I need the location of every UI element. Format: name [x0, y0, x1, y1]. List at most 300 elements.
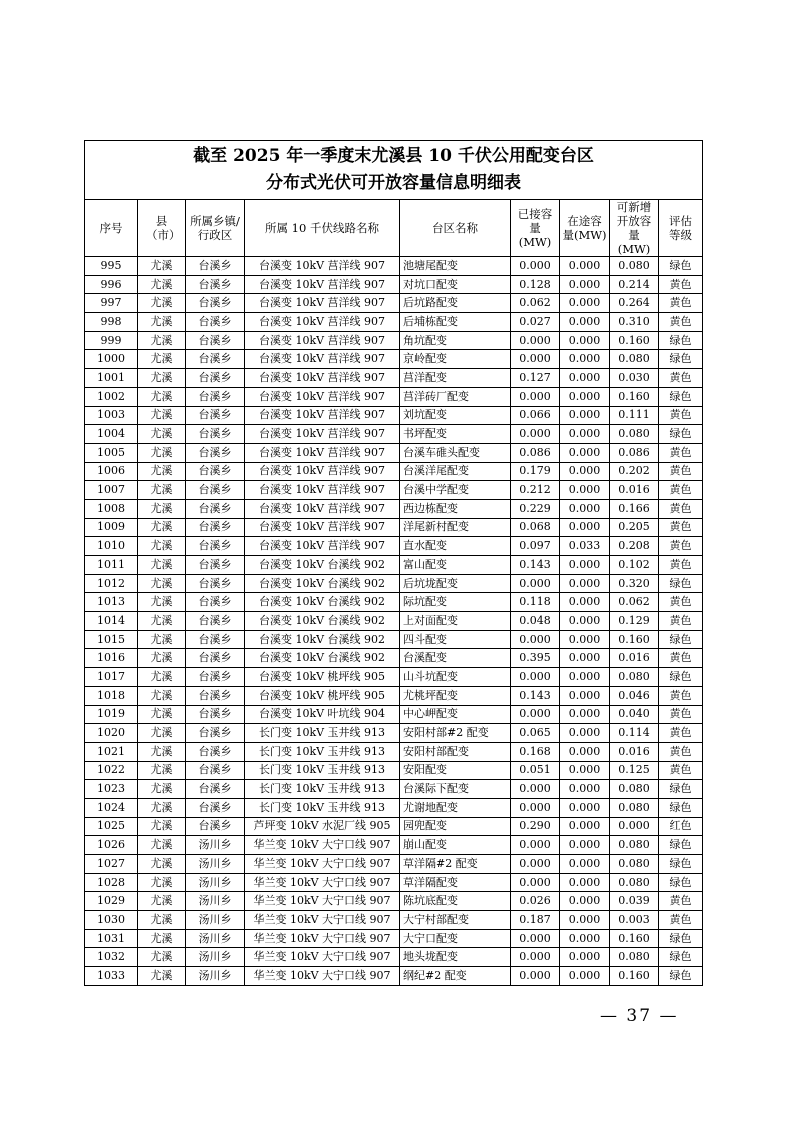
cell-rating: 黄色: [659, 369, 703, 388]
cell-line: 台溪变 10kV 莒洋线 907: [245, 443, 400, 462]
cell-township: 汤川乡: [186, 948, 245, 967]
table-row: [85, 294, 703, 313]
cell-area: 大宁村部配变: [400, 911, 511, 930]
cell-line: 台溪变 10kV 桃坪线 905: [245, 668, 400, 687]
header-available-text: 可新增开放容量(MW): [616, 200, 652, 256]
cell-rating: 绿色: [659, 574, 703, 593]
cell-line: 华兰变 10kV 大宁口线 907: [245, 929, 400, 948]
cell-area: 刘坑配变: [400, 406, 511, 425]
cell-available: 0.040: [610, 705, 659, 724]
table-row: [85, 686, 703, 705]
table-row: [85, 967, 703, 986]
header-seq-text: 序号: [99, 221, 123, 235]
table-row: [85, 313, 703, 332]
cell-county: 尤溪: [138, 313, 186, 332]
cell-seq: 1022: [85, 761, 138, 780]
cell-rating: 绿色: [659, 798, 703, 817]
table-row: [85, 761, 703, 780]
cell-line: 台溪变 10kV 莒洋线 907: [245, 406, 400, 425]
header-area-name: [400, 200, 511, 257]
cell-seq: 1004: [85, 425, 138, 444]
cell-seq: 1019: [85, 705, 138, 724]
cell-county: 尤溪: [138, 443, 186, 462]
cell-county: 尤溪: [138, 462, 186, 481]
cell-line: 台溪变 10kV 台溪线 902: [245, 574, 400, 593]
cell-county: 尤溪: [138, 593, 186, 612]
cell-township: 台溪乡: [186, 686, 245, 705]
cell-county: 尤溪: [138, 556, 186, 575]
cell-rating: 绿色: [659, 387, 703, 406]
cell-seq: 996: [85, 275, 138, 294]
cell-connected: 0.000: [511, 873, 560, 892]
cell-township: 台溪乡: [186, 425, 245, 444]
cell-connected: 0.118: [511, 593, 560, 612]
cell-available: 0.205: [610, 518, 659, 537]
table-row: [85, 425, 703, 444]
cell-in-transit: 0.000: [560, 593, 610, 612]
cell-line: 台溪变 10kV 莒洋线 907: [245, 481, 400, 500]
cell-township: 台溪乡: [186, 612, 245, 631]
table-row: [85, 948, 703, 967]
cell-area: 上对面配变: [400, 612, 511, 631]
cell-in-transit: 0.000: [560, 967, 610, 986]
cell-available: 0.080: [610, 257, 659, 276]
cell-connected: 0.179: [511, 462, 560, 481]
header-available: [610, 200, 659, 257]
cell-seq: 1015: [85, 630, 138, 649]
cell-available: 0.111: [610, 406, 659, 425]
cell-rating: 黄色: [659, 443, 703, 462]
cell-in-transit: 0.000: [560, 331, 610, 350]
cell-area: 书坪配变: [400, 425, 511, 444]
cell-township: 汤川乡: [186, 855, 245, 874]
table-row: [85, 724, 703, 743]
cell-township: 台溪乡: [186, 761, 245, 780]
cell-in-transit: 0.000: [560, 425, 610, 444]
cell-township: 汤川乡: [186, 967, 245, 986]
cell-county: 尤溪: [138, 724, 186, 743]
cell-rating: 黄色: [659, 556, 703, 575]
cell-county: 尤溪: [138, 798, 186, 817]
cell-in-transit: 0.000: [560, 929, 610, 948]
cell-county: 尤溪: [138, 873, 186, 892]
cell-line: 华兰变 10kV 大宁口线 907: [245, 836, 400, 855]
cell-township: 台溪乡: [186, 350, 245, 369]
cell-in-transit: 0.000: [560, 705, 610, 724]
cell-seq: 997: [85, 294, 138, 313]
table-row: [85, 406, 703, 425]
cell-rating: 绿色: [659, 967, 703, 986]
cell-in-transit: 0.000: [560, 855, 610, 874]
cell-area: 直水配变: [400, 537, 511, 556]
table-row: [85, 873, 703, 892]
cell-county: 尤溪: [138, 387, 186, 406]
cell-connected: 0.143: [511, 556, 560, 575]
cell-in-transit: 0.000: [560, 387, 610, 406]
cell-connected: 0.026: [511, 892, 560, 911]
cell-in-transit: 0.000: [560, 612, 610, 631]
cell-connected: 0.000: [511, 836, 560, 855]
cell-line: 台溪变 10kV 莒洋线 907: [245, 257, 400, 276]
cell-line: 华兰变 10kV 大宁口线 907: [245, 948, 400, 967]
cell-connected: 0.000: [511, 331, 560, 350]
cell-connected: 0.143: [511, 686, 560, 705]
cell-in-transit: 0.000: [560, 481, 610, 500]
cell-county: 尤溪: [138, 817, 186, 836]
cell-connected: 0.290: [511, 817, 560, 836]
cell-county: 尤溪: [138, 705, 186, 724]
cell-line: 台溪变 10kV 莒洋线 907: [245, 350, 400, 369]
cell-available: 0.214: [610, 275, 659, 294]
cell-connected: 0.000: [511, 798, 560, 817]
cell-township: 台溪乡: [186, 481, 245, 500]
table-row: [85, 593, 703, 612]
cell-township: 台溪乡: [186, 780, 245, 799]
cell-rating: 绿色: [659, 836, 703, 855]
cell-rating: 绿色: [659, 331, 703, 350]
cell-line: 台溪变 10kV 台溪线 902: [245, 649, 400, 668]
cell-in-transit: 0.000: [560, 443, 610, 462]
cell-seq: 1021: [85, 742, 138, 761]
cell-county: 尤溪: [138, 499, 186, 518]
cell-available: 0.129: [610, 612, 659, 631]
table-row: [85, 556, 703, 575]
cell-connected: 0.000: [511, 350, 560, 369]
table-row: [85, 443, 703, 462]
table-row: [85, 331, 703, 350]
cell-township: 台溪乡: [186, 313, 245, 332]
cell-area: 安阳配变: [400, 761, 511, 780]
cell-seq: 1008: [85, 499, 138, 518]
table-row: [85, 836, 703, 855]
cell-in-transit: 0.000: [560, 313, 610, 332]
cell-county: 尤溪: [138, 481, 186, 500]
cell-seq: 1027: [85, 855, 138, 874]
cell-area: 园兜配变: [400, 817, 511, 836]
cell-connected: 0.066: [511, 406, 560, 425]
cell-seq: 1016: [85, 649, 138, 668]
cell-seq: 1020: [85, 724, 138, 743]
cell-line: 台溪变 10kV 桃坪线 905: [245, 686, 400, 705]
cell-county: 尤溪: [138, 911, 186, 930]
cell-in-transit: 0.000: [560, 294, 610, 313]
cell-in-transit: 0.000: [560, 630, 610, 649]
cell-rating: 黄色: [659, 761, 703, 780]
cell-seq: 1013: [85, 593, 138, 612]
cell-area: 富山配变: [400, 556, 511, 575]
header-township-text: 所属乡镇/行政区: [190, 214, 240, 242]
cell-connected: 0.229: [511, 499, 560, 518]
cell-connected: 0.065: [511, 724, 560, 743]
cell-area: 地头垅配变: [400, 948, 511, 967]
cell-seq: 1010: [85, 537, 138, 556]
table-row: [85, 499, 703, 518]
cell-seq: 1033: [85, 967, 138, 986]
table-row: [85, 798, 703, 817]
header-connected-text: 已接容量(MW): [517, 207, 553, 249]
table-row: [85, 630, 703, 649]
cell-county: 尤溪: [138, 929, 186, 948]
cell-area: 尤桃坪配变: [400, 686, 511, 705]
cell-connected: 0.127: [511, 369, 560, 388]
table-row: [85, 705, 703, 724]
cell-line: 华兰变 10kV 大宁口线 907: [245, 892, 400, 911]
cell-county: 尤溪: [138, 537, 186, 556]
cell-in-transit: 0.000: [560, 406, 610, 425]
cell-rating: 绿色: [659, 425, 703, 444]
cell-line: 台溪变 10kV 莒洋线 907: [245, 499, 400, 518]
cell-county: 尤溪: [138, 761, 186, 780]
cell-available: 0.160: [610, 967, 659, 986]
cell-connected: 0.168: [511, 742, 560, 761]
cell-seq: 995: [85, 257, 138, 276]
cell-available: 0.080: [610, 873, 659, 892]
cell-rating: 黄色: [659, 462, 703, 481]
cell-connected: 0.000: [511, 948, 560, 967]
cell-available: 0.160: [610, 331, 659, 350]
cell-line: 台溪变 10kV 莒洋线 907: [245, 313, 400, 332]
cell-township: 台溪乡: [186, 537, 245, 556]
cell-line: 华兰变 10kV 大宁口线 907: [245, 967, 400, 986]
table-row: [85, 462, 703, 481]
cell-in-transit: 0.000: [560, 350, 610, 369]
cell-area: 西边栋配变: [400, 499, 511, 518]
title-line-1: 截至 2025 年一季度末尤溪县 10 千伏公用配变台区: [193, 146, 594, 166]
cell-county: 尤溪: [138, 967, 186, 986]
cell-county: 尤溪: [138, 574, 186, 593]
cell-in-transit: 0.000: [560, 761, 610, 780]
cell-rating: 黄色: [659, 481, 703, 500]
cell-rating: 黄色: [659, 649, 703, 668]
cell-county: 尤溪: [138, 892, 186, 911]
cell-connected: 0.212: [511, 481, 560, 500]
header-line-name: [245, 200, 400, 257]
cell-county: 尤溪: [138, 668, 186, 687]
cell-rating: 黄色: [659, 612, 703, 631]
cell-available: 0.016: [610, 481, 659, 500]
header-rating: [659, 200, 703, 257]
cell-available: 0.080: [610, 836, 659, 855]
cell-township: 汤川乡: [186, 929, 245, 948]
cell-in-transit: 0.033: [560, 537, 610, 556]
header-seq: [85, 200, 138, 257]
cell-line: 台溪变 10kV 莒洋线 907: [245, 462, 400, 481]
cell-in-transit: 0.000: [560, 668, 610, 687]
cell-connected: 0.097: [511, 537, 560, 556]
cell-connected: 0.000: [511, 387, 560, 406]
cell-seq: 1001: [85, 369, 138, 388]
cell-line: 台溪变 10kV 莒洋线 907: [245, 425, 400, 444]
cell-available: 0.310: [610, 313, 659, 332]
table-title: [85, 141, 703, 200]
header-county: [138, 200, 186, 257]
cell-line: 台溪变 10kV 莒洋线 907: [245, 537, 400, 556]
cell-rating: 黄色: [659, 537, 703, 556]
cell-line: 华兰变 10kV 大宁口线 907: [245, 855, 400, 874]
cell-rating: 绿色: [659, 257, 703, 276]
cell-rating: 红色: [659, 817, 703, 836]
cell-area: 台溪际下配变: [400, 780, 511, 799]
cell-township: 汤川乡: [186, 892, 245, 911]
cell-rating: 绿色: [659, 780, 703, 799]
table-row: [85, 649, 703, 668]
cell-available: 0.000: [610, 817, 659, 836]
cell-available: 0.086: [610, 443, 659, 462]
cell-area: 后埔栋配变: [400, 313, 511, 332]
table-row: [85, 275, 703, 294]
cell-rating: 黄色: [659, 499, 703, 518]
cell-rating: 黄色: [659, 275, 703, 294]
cell-available: 0.080: [610, 798, 659, 817]
cell-county: 尤溪: [138, 331, 186, 350]
cell-connected: 0.187: [511, 911, 560, 930]
table-row: [85, 481, 703, 500]
cell-area: 山斗坑配变: [400, 668, 511, 687]
cell-township: 台溪乡: [186, 556, 245, 575]
cell-rating: 绿色: [659, 948, 703, 967]
cell-in-transit: 0.000: [560, 948, 610, 967]
table-row: [85, 780, 703, 799]
cell-available: 0.160: [610, 387, 659, 406]
cell-connected: 0.000: [511, 929, 560, 948]
cell-in-transit: 0.000: [560, 892, 610, 911]
table-row: [85, 892, 703, 911]
cell-township: 台溪乡: [186, 443, 245, 462]
cell-rating: 绿色: [659, 350, 703, 369]
cell-rating: 黄色: [659, 593, 703, 612]
cell-in-transit: 0.000: [560, 518, 610, 537]
cell-connected: 0.000: [511, 630, 560, 649]
header-row: [85, 200, 703, 257]
cell-in-transit: 0.000: [560, 873, 610, 892]
cell-rating: 绿色: [659, 873, 703, 892]
cell-line: 华兰变 10kV 大宁口线 907: [245, 873, 400, 892]
cell-line: 台溪变 10kV 莒洋线 907: [245, 294, 400, 313]
cell-area: 台溪洋尾配变: [400, 462, 511, 481]
cell-connected: 0.051: [511, 761, 560, 780]
cell-connected: 0.048: [511, 612, 560, 631]
table-row: [85, 387, 703, 406]
cell-available: 0.080: [610, 350, 659, 369]
cell-seq: 1028: [85, 873, 138, 892]
cell-seq: 998: [85, 313, 138, 332]
cell-township: 台溪乡: [186, 724, 245, 743]
header-rating-text: 评估等级: [669, 214, 693, 242]
cell-area: 洋尾新村配变: [400, 518, 511, 537]
cell-township: 台溪乡: [186, 798, 245, 817]
cell-line: 台溪变 10kV 莒洋线 907: [245, 387, 400, 406]
cell-area: 后坑路配变: [400, 294, 511, 313]
cell-available: 0.080: [610, 780, 659, 799]
cell-county: 尤溪: [138, 275, 186, 294]
cell-county: 尤溪: [138, 518, 186, 537]
cell-area: 莒洋配变: [400, 369, 511, 388]
cell-area: 角坑配变: [400, 331, 511, 350]
cell-county: 尤溪: [138, 836, 186, 855]
header-township: [186, 200, 245, 257]
cell-connected: 0.128: [511, 275, 560, 294]
cell-rating: 绿色: [659, 855, 703, 874]
cell-area: 安阳村部#2 配变: [400, 724, 511, 743]
cell-line: 长门变 10kV 玉井线 913: [245, 742, 400, 761]
cell-available: 0.320: [610, 574, 659, 593]
cell-rating: 黄色: [659, 406, 703, 425]
cell-seq: 1032: [85, 948, 138, 967]
cell-township: 台溪乡: [186, 462, 245, 481]
cell-rating: 黄色: [659, 911, 703, 930]
cell-seq: 1007: [85, 481, 138, 500]
cell-county: 尤溪: [138, 649, 186, 668]
cell-rating: 黄色: [659, 742, 703, 761]
page-number: — 37 —: [600, 1006, 679, 1026]
cell-seq: 1017: [85, 668, 138, 687]
cell-available: 0.114: [610, 724, 659, 743]
cell-township: 台溪乡: [186, 705, 245, 724]
table-row: [85, 668, 703, 687]
cell-county: 尤溪: [138, 630, 186, 649]
cell-county: 尤溪: [138, 350, 186, 369]
cell-area: 台溪中学配变: [400, 481, 511, 500]
cell-connected: 0.000: [511, 855, 560, 874]
cell-township: 台溪乡: [186, 406, 245, 425]
cell-township: 台溪乡: [186, 369, 245, 388]
cell-connected: 0.000: [511, 705, 560, 724]
cell-township: 台溪乡: [186, 518, 245, 537]
table-row: [85, 742, 703, 761]
table-row: [85, 518, 703, 537]
cell-rating: 黄色: [659, 294, 703, 313]
cell-area: 尤谢地配变: [400, 798, 511, 817]
table-row: [85, 929, 703, 948]
cell-connected: 0.086: [511, 443, 560, 462]
cell-county: 尤溪: [138, 369, 186, 388]
cell-township: 汤川乡: [186, 836, 245, 855]
cell-seq: 1000: [85, 350, 138, 369]
cell-in-transit: 0.000: [560, 499, 610, 518]
cell-area: 大宁口配变: [400, 929, 511, 948]
cell-available: 0.003: [610, 911, 659, 930]
cell-area: 陈坑底配变: [400, 892, 511, 911]
cell-connected: 0.000: [511, 257, 560, 276]
cell-available: 0.080: [610, 425, 659, 444]
cell-area: 草洋隔#2 配变: [400, 855, 511, 874]
cell-line: 台溪变 10kV 台溪线 902: [245, 630, 400, 649]
cell-seq: 1009: [85, 518, 138, 537]
cell-line: 长门变 10kV 玉井线 913: [245, 761, 400, 780]
cell-township: 台溪乡: [186, 649, 245, 668]
cell-available: 0.125: [610, 761, 659, 780]
cell-seq: 1011: [85, 556, 138, 575]
cell-available: 0.102: [610, 556, 659, 575]
cell-line: 华兰变 10kV 大宁口线 907: [245, 911, 400, 930]
cell-county: 尤溪: [138, 686, 186, 705]
cell-connected: 0.062: [511, 294, 560, 313]
cell-line: 长门变 10kV 玉井线 913: [245, 798, 400, 817]
cell-township: 台溪乡: [186, 593, 245, 612]
cell-county: 尤溪: [138, 948, 186, 967]
cell-area: 崩山配变: [400, 836, 511, 855]
cell-in-transit: 0.000: [560, 462, 610, 481]
cell-rating: 黄色: [659, 518, 703, 537]
table-row: [85, 612, 703, 631]
cell-area: 草洋隔配变: [400, 873, 511, 892]
cell-area: 台溪配变: [400, 649, 511, 668]
header-in-transit-text: 在途容量(MW): [562, 214, 607, 242]
cell-available: 0.080: [610, 855, 659, 874]
cell-available: 0.160: [610, 929, 659, 948]
table-row: [85, 817, 703, 836]
cell-connected: 0.000: [511, 425, 560, 444]
